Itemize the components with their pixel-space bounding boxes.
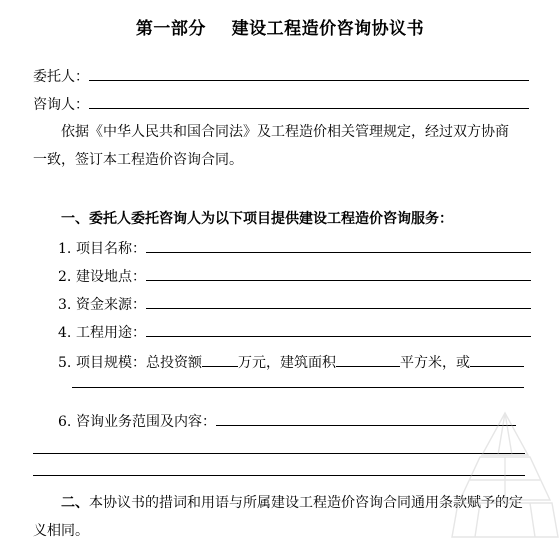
project-use-blank[interactable]: [146, 322, 531, 337]
intro-line-1: 依据《中华人民共和国合同法》及工程造价相关管理规定，经过双方协商: [61, 124, 509, 140]
section-2-line-2: 义相同。: [33, 523, 89, 539]
item-construction-site: 2. 建设地点：: [58, 266, 531, 286]
floor-area-blank[interactable]: [336, 352, 400, 367]
client-row: [33, 66, 529, 86]
intro-line-2: 一致，签订本工程造价咨询合同。: [33, 152, 243, 168]
consultant-row: [33, 94, 529, 114]
item-funding-source: 3. 资金来源：: [58, 294, 531, 314]
scale-unit-2: 平方米，或: [400, 355, 470, 371]
item-label: 工程用途：: [76, 325, 146, 341]
construction-site-blank[interactable]: [146, 266, 531, 281]
funding-source-blank[interactable]: [146, 294, 531, 309]
total-investment-blank[interactable]: [202, 352, 238, 367]
consultant-blank[interactable]: [89, 94, 529, 109]
section-2-heading: 二、: [61, 495, 89, 511]
item-project-name: 1. 项目名称：: [58, 238, 531, 258]
item-project-scale: 5. 项目规模：总投资额 万元，建筑面积 平方米，或: [58, 352, 524, 372]
client-blank[interactable]: [89, 66, 529, 81]
scope-label: 咨询业务范围及内容：: [76, 414, 216, 430]
consultant-label: 咨询人：: [33, 97, 89, 113]
item-label: 资金来源：: [76, 297, 146, 313]
item-consulting-scope: 6. 咨询业务范围及内容：: [58, 411, 516, 431]
item-label: 项目名称：: [76, 241, 146, 257]
project-name-blank[interactable]: [146, 238, 531, 253]
page-title: 第一部分 建设工程造价咨询协议书: [135, 19, 425, 39]
item-label: 建设地点：: [76, 269, 146, 285]
item-project-use: 4. 工程用途：: [58, 322, 531, 342]
section-2-text: 本协议书的措词和用语与所属建设工程造价咨询合同通用条款赋予的定: [89, 495, 523, 511]
section-1-heading: 一、委托人委托咨询人为以下项目提供建设工程造价咨询服务：: [61, 211, 453, 227]
scale-unit-1: 万元，建筑面积: [238, 355, 336, 371]
client-label: 委托人：: [33, 69, 89, 85]
watermark-logo-icon: [450, 405, 560, 545]
scale-other-blank[interactable]: [470, 352, 524, 367]
scale-continuation-line[interactable]: [72, 387, 524, 388]
scale-label: 项目规模：总投资额: [76, 355, 202, 371]
